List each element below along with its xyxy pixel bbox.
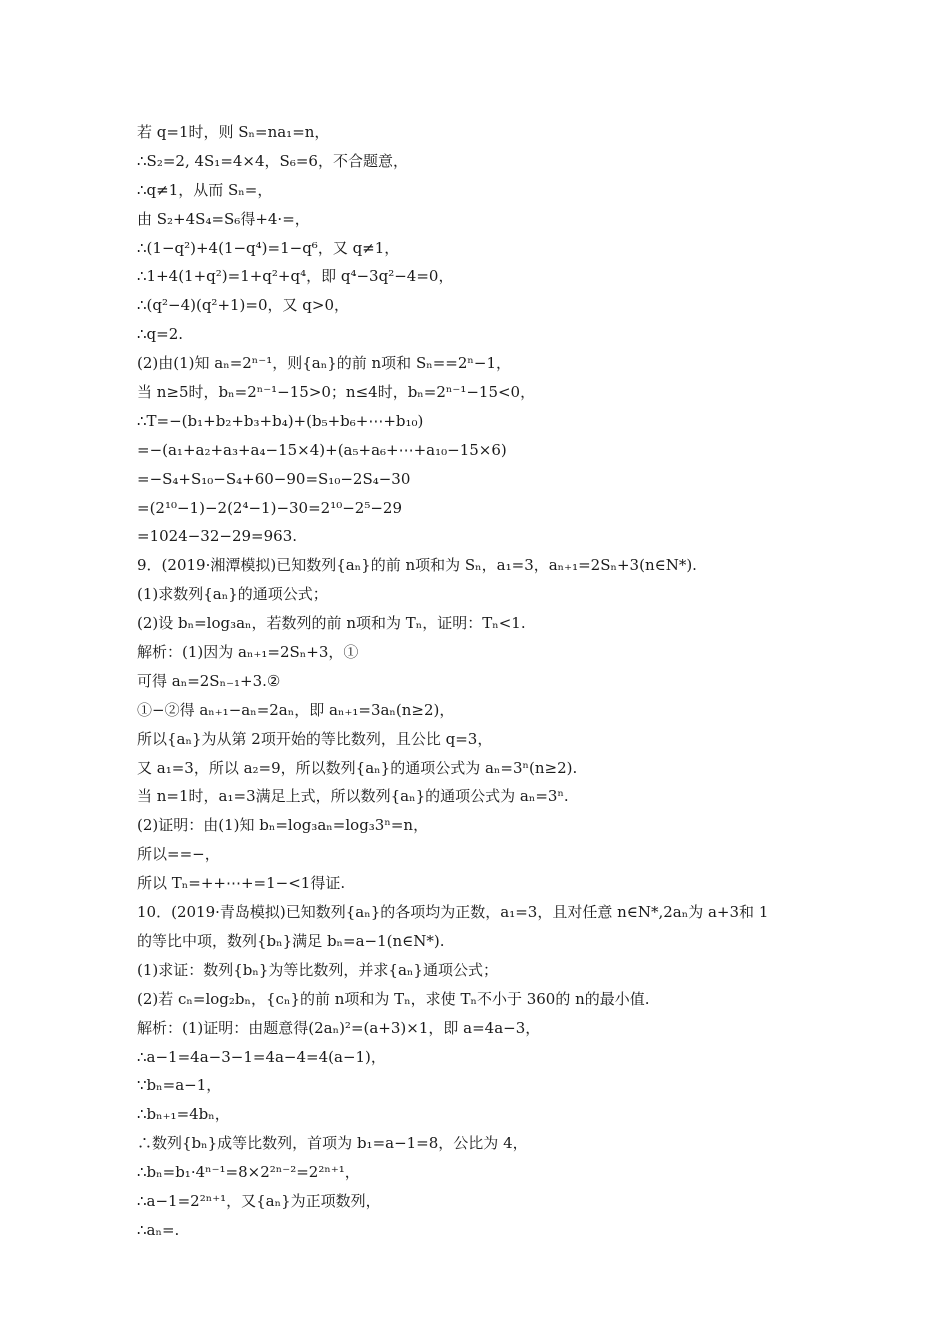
text-line: 解析：(1)证明：由题意得(2aₙ)²=(a+3)×1，即 a=4a−3， — [137, 1018, 541, 1037]
text-line: =−S₄+S₁₀−S₄+60−90=S₁₀−2S₄−30 — [137, 469, 411, 488]
text-line: 又 a₁=3，所以 a₂=9，所以数列{aₙ}的通项公式为 aₙ=3ⁿ(n≥2). — [137, 758, 578, 777]
text-line: ∴S₂=2, 4S₁=4×4，S₆=6，不合题意， — [137, 151, 408, 170]
text-line: ∵bₙ=a−1， — [137, 1076, 222, 1095]
text-line: 当 n≥5时，bₙ=2ⁿ⁻¹−15>0；n≤4时，bₙ=2ⁿ⁻¹−15<0， — [137, 383, 536, 402]
text-line: ∴(q²−4)(q²+1)=0，又 q>0， — [137, 296, 349, 315]
text-line: (2)若 cₙ=log₂bₙ，{cₙ}的前 n项和为 Tₙ，求使 Tₙ不小于 360的 n的最小值. — [137, 989, 650, 1008]
text-line: (1)求数列{aₙ}的通项公式； — [137, 585, 328, 604]
text-line: ∴(1−q²)+4(1−q⁴)=1−q⁶，又 q≠1， — [137, 238, 400, 257]
text-line: 由 S₂+4S₄=S₆得+4·=， — [137, 209, 310, 228]
text-line: 所以 Tₙ=++⋯+=1−<1得证. — [137, 874, 346, 893]
problem-9-heading: 9．(2019·湘潭模拟)已知数列{aₙ}的前 n项和为 Sₙ，a₁=3，aₙ₊₁=2Sₙ+3(n∈N*). — [137, 556, 697, 575]
solution-text — [137, 118, 837, 1245]
text-line: 所以{aₙ}为从第 2项开始的等比数列，且公比 q=3， — [137, 729, 493, 748]
text-line: 当 n=1时，a₁=3满足上式，所以数列{aₙ}的通项公式为 aₙ=3ⁿ. — [137, 787, 569, 806]
text-line: ∴数列{bₙ}成等比数列，首项为 b₁=a−1=8，公比为 4， — [137, 1134, 528, 1153]
text-line: ∴1+4(1+q²)=1+q²+q⁴，即 q⁴−3q²−4=0， — [137, 267, 454, 286]
text-line: =1024−32−29=963. — [137, 527, 298, 546]
text-line: 可得 aₙ=2Sₙ₋₁+3.② — [137, 671, 281, 690]
problem-10-heading: 10．(2019·青岛模拟)已知数列{aₙ}的各项均为正数，a₁=3，且对任意 n∈N*,2aₙ为 a+3和 1 — [137, 903, 769, 922]
text-line: ∴bₙ₊₁=4bₙ， — [137, 1105, 230, 1124]
text-line: (2)证明：由(1)知 bₙ=log₃aₙ=log₃3ⁿ=n， — [137, 816, 429, 835]
text-line: =(2¹⁰−1)−2(2⁴−1)−30=2¹⁰−2⁵−29 — [137, 498, 403, 517]
text-line: (1)求证：数列{bₙ}为等比数列，并求{aₙ}通项公式； — [137, 960, 498, 979]
text-line: ①−②得 aₙ₊₁−aₙ=2aₙ，即 aₙ₊₁=3aₙ(n≥2)， — [137, 700, 455, 719]
text-line: ∴bₙ=b₁·4ⁿ⁻¹=8×2²ⁿ⁻²=2²ⁿ⁺¹， — [137, 1163, 360, 1182]
text-line: 若 q=1时，则 Sₙ=na₁=n， — [137, 123, 330, 141]
text-line: ∴a−1=2²ⁿ⁺¹，又{aₙ}为正项数列， — [137, 1191, 381, 1210]
text-line: ∴T=−(b₁+b₂+b₃+b₄)+(b₅+b₆+⋯+b₁₀) — [137, 411, 424, 430]
text-line: 解析：(1)因为 aₙ₊₁=2Sₙ+3，① — [137, 643, 359, 662]
text-line: ∴aₙ=. — [137, 1220, 180, 1239]
text-line: 的等比中项，数列{bₙ}满足 bₙ=a−1(n∈N*). — [137, 931, 445, 950]
text-line: (2)由(1)知 aₙ=2ⁿ⁻¹，则{aₙ}的前 n项和 Sₙ==2ⁿ−1， — [137, 354, 511, 373]
text-line: 所以==−， — [137, 845, 220, 864]
text-line: =−(a₁+a₂+a₃+a₄−15×4)+(a₅+a₆+⋯+a₁₀−15×6) — [137, 440, 507, 459]
text-line: ∴q≠1，从而 Sₙ=， — [137, 180, 273, 199]
text-line: ∴a−1=4a−3−1=4a−4=4(a−1)， — [137, 1047, 386, 1066]
text-line: (2)设 bₙ=log₃aₙ，若数列的前 n项和为 Tₙ，证明：Tₙ<1. — [137, 614, 526, 633]
text-line: ∴q=2. — [137, 325, 184, 344]
